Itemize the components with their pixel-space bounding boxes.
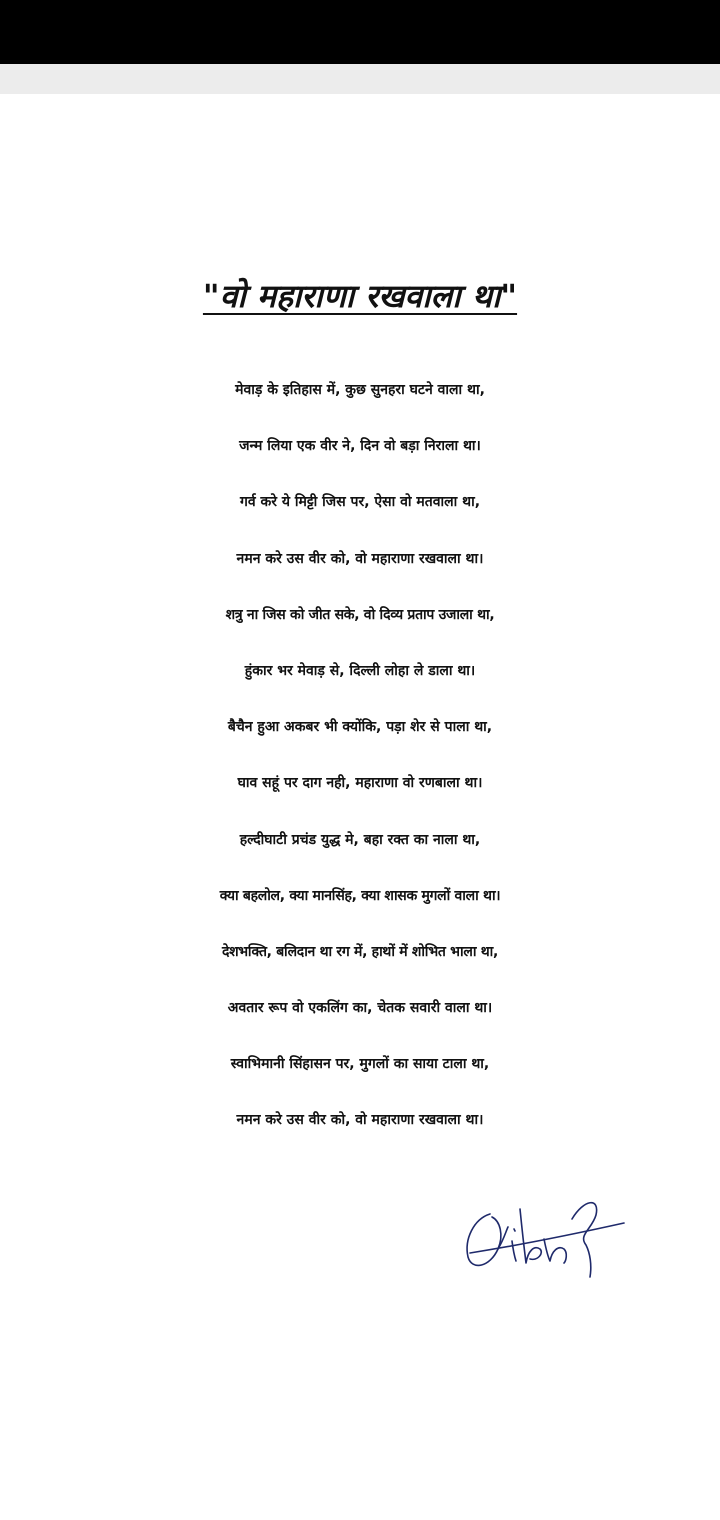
poem-title-text: "वो महाराणा रखवाला था": [202, 277, 518, 315]
poem-line: हल्दीघाटी प्रचंड युद्ध मे, बहा रक्त का नाला था,: [239, 831, 481, 848]
poem-title: [0, 274, 720, 318]
poem-line: हुंकार भर मेवाड़ से, दिल्ली लोहा ले डाला था।: [244, 662, 476, 679]
poem-line: स्वाभिमानी सिंहासन पर, मुगलों का साया टाला था,: [230, 1056, 490, 1073]
poem-line: नमन करे उस वीर को, वो महाराणा रखवाला था।: [236, 550, 484, 567]
poem-line: क्या बहलोल, क्या मानसिंह, क्या शासक मुगलों वाला था।: [219, 887, 501, 904]
toolbar-strip: [0, 64, 720, 94]
poem-line: जन्म लिया एक वीर ने, दिन वो बड़ा निराला था।: [239, 438, 481, 455]
poem-body: [0, 362, 720, 1149]
signature: [460, 1179, 630, 1279]
poem-line: मेवाड़ के इतिहास में, कुछ सुनहरा घटने वाला था,: [235, 382, 485, 398]
poem-line: बैचैन हुआ अकबर भी क्योंकि, पड़ा शेर से पाला था,: [227, 719, 493, 736]
poem-line: घाव सहूं पर दाग नही, महाराणा वो रणबाला था।: [237, 775, 483, 792]
poem-line: अवतार रूप वो एकलिंग का, चेतक सवारी वाला था।: [227, 1000, 493, 1017]
poem-line: नमन करे उस वीर को, वो महाराणा रखवाला था।: [236, 1112, 484, 1129]
poem-line: गर्व करे ये मिट्टी जिस पर, ऐसा वो मतवाला था,: [239, 494, 481, 511]
poem-page: [0, 94, 720, 1520]
status-bar: [0, 0, 720, 64]
poem-line: शत्रु ना जिस को जीत सके, वो दिव्य प्रताप उजाला था,: [225, 606, 495, 623]
poem-line: देशभक्ति, बलिदान था रग में, हाथों में शोभित भाला था,: [221, 943, 499, 960]
